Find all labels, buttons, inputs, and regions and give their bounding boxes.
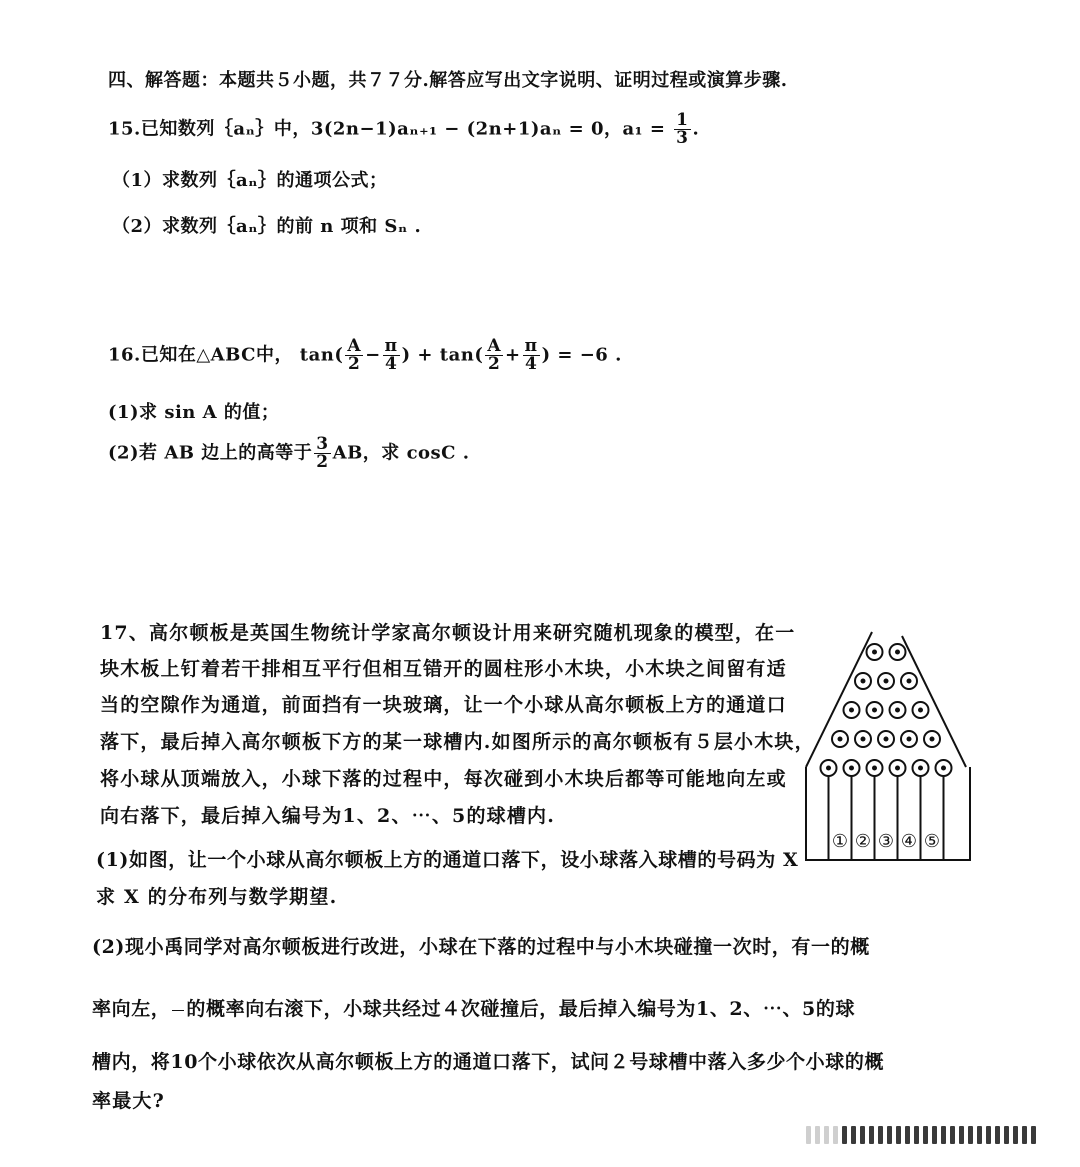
q16-frac-a2-den: 2: [348, 354, 361, 374]
galton-slot-label: ④: [900, 831, 918, 852]
galton-peg-center: [895, 708, 900, 713]
progress-bar-segment: [815, 1126, 820, 1144]
q16-frac-a2b-num: A: [487, 336, 502, 356]
galton-peg-center: [884, 679, 889, 684]
galton-slot-label: ①: [831, 831, 849, 852]
progress-bar-segment: [851, 1126, 856, 1144]
q17-part2-line2-pre: 率向左，: [92, 998, 171, 1020]
galton-slot-label: ③: [877, 831, 895, 852]
q16-minus: −: [365, 344, 381, 366]
q16-part2-post: AB，求 cosC .: [332, 442, 470, 464]
image-progress-strip: [800, 1122, 1060, 1148]
progress-bars: [806, 1126, 1036, 1144]
q15-stem: [108, 112, 699, 147]
q16-frac-pi4b: [523, 338, 540, 373]
q16-frac-pi4: [383, 338, 400, 373]
galton-peg-center: [918, 766, 923, 771]
q16-end: ) = −6 .: [541, 344, 622, 366]
progress-bar-segment: [914, 1126, 919, 1144]
q16-stem: [108, 338, 622, 373]
progress-bar-segment: [995, 1126, 1000, 1144]
galton-peg-center: [884, 737, 889, 742]
q17-part2-line2-post: 的概率向右滚下，小球共经过４次碰撞后，最后掉入编号为1、2、⋯、5的球: [186, 998, 856, 1020]
progress-bar-segment: [977, 1126, 982, 1144]
q17-part1-line2: 求 X 的分布列与数学期望.: [96, 886, 338, 908]
q17-part2-line3: 槽内，将10个小球依次从高尔顿板上方的通道口落下，试问２号球槽中落入多少个小球的概: [92, 1051, 885, 1073]
q16-frac-pi4b-num: π: [524, 336, 538, 356]
q16-part2-fraction: [314, 436, 330, 471]
progress-bar-segment: [878, 1126, 883, 1144]
galton-peg-center: [861, 737, 866, 742]
q17-part2-frac-num: [172, 998, 184, 1011]
progress-bar-segment: [1013, 1126, 1018, 1144]
q17-line-6: 向右落下，最后掉入编号为1、2、⋯、5的球槽内.: [100, 805, 556, 827]
q17-line-2: 块木板上钉着若干排相互平行但相互错开的圆柱形小木块，小木块之间留有适: [100, 658, 787, 680]
q17-line-5: 将小球从顶端放入，小球下落的过程中，每次碰到小木块后都等可能地向左或: [100, 768, 787, 790]
q16-frac-a2b: [485, 338, 503, 373]
galton-slot-label: ⑤: [923, 831, 941, 852]
galton-peg-center: [872, 650, 877, 655]
q15-a1-num: 1: [676, 110, 689, 130]
progress-bar-segment: [950, 1126, 955, 1144]
galton-peg-center: [930, 737, 935, 742]
galton-pegs: [821, 644, 952, 776]
progress-bar-segment: [986, 1126, 991, 1144]
q17-part2-frac-den: [172, 1011, 184, 1023]
progress-bar-segment: [896, 1126, 901, 1144]
galton-peg-center: [941, 766, 946, 771]
q16-frac-a2: [345, 338, 363, 373]
progress-bar-segment: [806, 1126, 811, 1144]
q17-line-4: 落下，最后掉入高尔顿板下方的某一球槽内.如图所示的高尔顿板有５层小木块，: [100, 731, 815, 753]
galton-peg-center: [895, 766, 900, 771]
galton-peg-center: [907, 737, 912, 742]
progress-bar-segment: [959, 1126, 964, 1144]
galton-peg-center: [838, 737, 843, 742]
progress-bar-segment: [1022, 1126, 1027, 1144]
progress-bar-segment: [905, 1126, 910, 1144]
q15-a1-fraction: [674, 112, 690, 147]
q16-part2: [108, 436, 470, 471]
q15-a1-den: 3: [676, 128, 689, 148]
galton-peg-center: [918, 708, 923, 713]
q17-part2-line4: 率最大?: [92, 1090, 165, 1112]
q17-part2-line2: [92, 994, 855, 1023]
progress-bar-segment: [1004, 1126, 1009, 1144]
q15-formula: 3(2n−1)aₙ₊₁ − (2n+1)aₙ = 0，a₁ =: [310, 118, 673, 140]
q17-line-3: 当的空隙作为通道，前面挡有一块玻璃，让一个小球从高尔顿板上方的通道口: [100, 694, 787, 716]
q16-frac-a2b-den: 2: [488, 354, 501, 374]
q17-line-1: 17、高尔顿板是英国生物统计学家高尔顿设计用来研究随机现象的模型，在一: [100, 622, 796, 644]
q17-part2-line1: (2)现小禹同学对高尔顿板进行改进，小球在下落的过程中与小木块碰撞一次时，有一的概: [92, 936, 870, 958]
progress-bar-segment: [860, 1126, 865, 1144]
q16-frac-pi4-num: π: [384, 336, 398, 356]
progress-bar-segment: [932, 1126, 937, 1144]
q15-end: .: [692, 118, 700, 140]
galton-peg-center: [826, 766, 831, 771]
q15-part2: （2）求数列｛aₙ｝的前 n 项和 Sₙ .: [112, 216, 422, 237]
q16-frac-pi4-den: 4: [384, 354, 398, 374]
q16-mid: ) + tan(: [401, 344, 484, 366]
galton-peg-center: [849, 708, 854, 713]
progress-bar-segment: [923, 1126, 928, 1144]
progress-bar-segment: [1031, 1126, 1036, 1144]
q16-part2-num: 3: [316, 434, 329, 454]
galton-peg-center: [872, 708, 877, 713]
q16-part2-den: 2: [316, 452, 329, 472]
q16-frac-a2-num: A: [347, 336, 362, 356]
progress-bar-segment: [968, 1126, 973, 1144]
progress-bar-segment: [941, 1126, 946, 1144]
q16-part2-pre: (2)若 AB 边上的高等于: [108, 442, 313, 464]
q16-part1: (1)求 sin A 的值；: [108, 402, 280, 423]
galton-peg-center: [907, 679, 912, 684]
q17-part1-line1: (1)如图，让一个小球从高尔顿板上方的通道口落下，设小球落入球槽的号码为 X: [96, 849, 799, 871]
q16-prefix: 16.已知在△ABC中，: [108, 344, 293, 366]
progress-bar-segment: [887, 1126, 892, 1144]
progress-bar-segment: [842, 1126, 847, 1144]
galton-slot-label: ②: [854, 831, 872, 852]
progress-bar-segment: [869, 1126, 874, 1144]
galton-peg-center: [861, 679, 866, 684]
q15-prefix: 15.已知数列｛aₙ｝中，: [108, 118, 311, 140]
q17-part2-fraction: [172, 998, 184, 1023]
q16-tan1: tan(: [299, 344, 344, 366]
galton-peg-center: [895, 650, 900, 655]
q15-part1: （1）求数列｛aₙ｝的通项公式；: [112, 170, 388, 191]
progress-bar-segment: [824, 1126, 829, 1144]
q16-plus: +: [505, 344, 521, 366]
galton-peg-center: [849, 766, 854, 771]
galton-board-figure: [790, 622, 980, 872]
progress-bar-segment: [833, 1126, 838, 1144]
galton-slots: [832, 831, 940, 852]
section-header: 四、解答题：本题共５小题，共７７分.解答应写出文字说明、证明过程或演算步骤.: [108, 70, 788, 91]
galton-peg-center: [872, 766, 877, 771]
q16-frac-pi4b-den: 4: [524, 354, 538, 374]
